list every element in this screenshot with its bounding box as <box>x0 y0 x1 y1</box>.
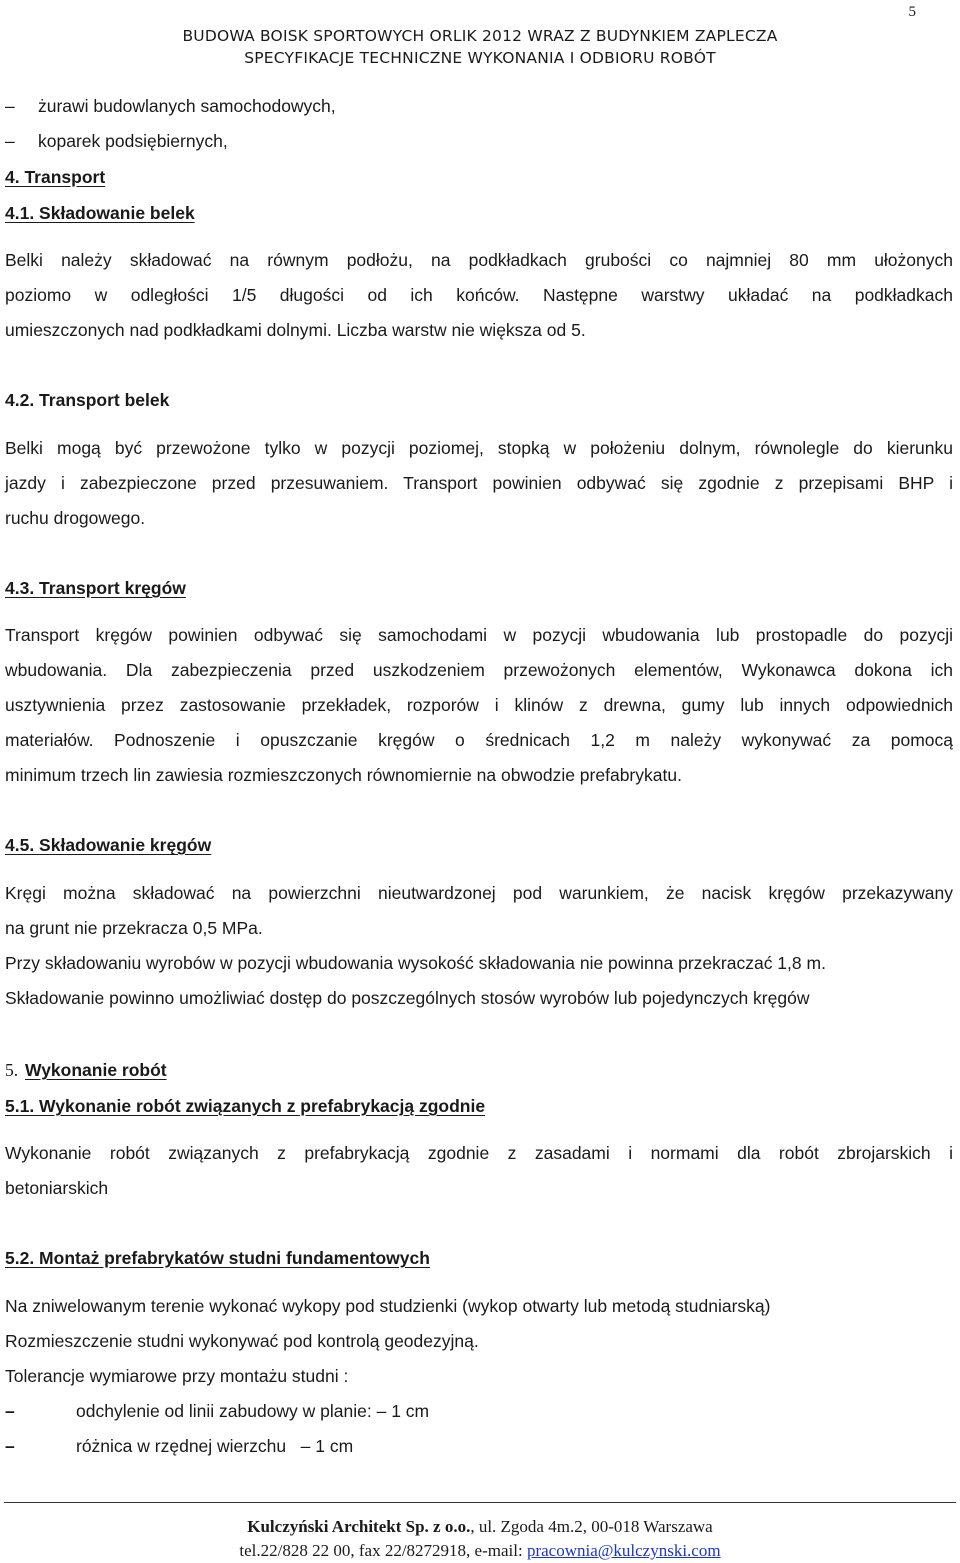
document-footer <box>0 1515 960 1563</box>
page-number: 5 <box>908 4 916 20</box>
paragraph-line: poziomo w odległości 1/5 długości od ich końców. Następne warstwy układać na podkładkach <box>5 285 953 305</box>
paragraph-line: Transport kręgów powinien odbywać się samochodami w pozycji wbudowania lub prostopadle do pozycji <box>5 625 953 645</box>
tolerance-item: – różnica w rzędnej wierzchu – 1 cm <box>5 1436 354 1456</box>
paragraph-line: Składowanie powinno umożliwiać dostęp do poszczególnych stosów wyrobów lub pojedynczych kręgów <box>5 988 810 1008</box>
paragraph-line: Kręgi można składować na powierzchni nieutwardzonej pod warunkiem, że nacisk kręgów przekazywany <box>5 883 953 903</box>
paragraph-line: umieszczonych nad podkładkami dolnymi. Liczba warstw nie większa od 5. <box>5 320 586 340</box>
paragraph-line: usztywnienia przez zastosowanie przekładek, rozporów i klinów z drewna, gumy lub innych odpowiednich <box>5 695 953 715</box>
paragraph-line: Na zniwelowanym terenie wykonać wykopy pod studzienki (wykop otwarty lub metodą studniarską) <box>5 1296 771 1316</box>
paragraph-line: Rozmieszczenie studni wykonywać pod kontrolą geodezyjną. <box>5 1331 479 1351</box>
section-heading-5-1: 5.1. Wykonanie robót związanych z prefabrykacją zgodnie <box>5 1096 486 1116</box>
paragraph-line: Belki mogą być przewożone tylko w pozycji poziomej, stopką w położeniu dolnym, równolegle do kierunku <box>5 438 953 458</box>
list-item: – żurawi budowlanych samochodowych, <box>5 96 336 116</box>
footer-firm-name: Kulczyński Architekt Sp. z o.o. <box>247 1517 471 1536</box>
dash-bullet: – <box>5 131 15 151</box>
paragraph-line: minimum trzech lin zawiesia rozmieszczonych równomiernie na obwodzie prefabrykatu. <box>5 765 682 785</box>
section-heading-4-3: 4.3. Transport kręgów <box>5 578 186 598</box>
paragraph-line: wbudowania. Dla zabezpieczenia przed uszkodzeniem przewożonych elementów, Wykonawca dokona ich <box>5 660 953 680</box>
header-spec-title: SPECYFIKACJE TECHNICZNE WYKONANIA I ODBIORU ROBÓT <box>244 49 716 67</box>
paragraph-line: jazdy i zabezpieczone przed przesuwaniem. Transport powinien odbywać się zgodnie z przepisami BHP i <box>5 473 953 493</box>
footer-address: , ul. Zgoda 4m.2, 00-018 Warszawa <box>470 1517 713 1536</box>
list-item: – koparek podsiębiernych, <box>5 131 228 151</box>
dash-bullet: – <box>5 1436 15 1456</box>
dash-bullet: – <box>5 96 15 116</box>
paragraph-line: materiałów. Podnoszenie i opuszczanie kręgów o średnicach 1,2 m należy wykonywać za pomocą <box>5 730 953 750</box>
paragraph-line: ruchu drogowego. <box>5 508 146 528</box>
footer-email-link[interactable]: pracownia@kulczynski.com <box>526 1541 721 1560</box>
paragraph-line: Wykonanie robót związanych z prefabrykacją zgodnie z zasadami i normami dla robót zbrojarskich i <box>5 1143 953 1163</box>
section-heading-4-2: 4.2. Transport belek <box>5 390 170 410</box>
paragraph-line: Tolerancje wymiarowe przy montażu studni : <box>5 1366 349 1386</box>
footer-contact: tel.22/828 22 00, fax 22/8272918, e-mail: <box>239 1541 527 1560</box>
section-heading-4: 4. Transport <box>5 167 106 187</box>
section-heading-5: 5. Wykonanie robót <box>5 1060 167 1080</box>
tolerance-item: – odchylenie od linii zabudowy w planie: – 1 cm <box>5 1401 430 1421</box>
header-project-title: BUDOWA BOISK SPORTOWYCH ORLIK 2012 WRAZ Z BUDYNKIEM ZAPLECZA <box>182 27 778 45</box>
paragraph-line: Belki należy składować na równym podłożu, na podkładkach grubości co najmniej 80 mm ułożonych <box>5 250 953 270</box>
section-heading-4-1: 4.1. Składowanie belek <box>5 203 195 223</box>
paragraph-line: Przy składowaniu wyrobów w pozycji wbudowania wysokość składowania nie powinna przekraczać 1,8 m. <box>5 953 826 973</box>
dash-bullet: – <box>5 1401 15 1421</box>
section-heading-5-2: 5.2. Montaż prefabrykatów studni fundamentowych <box>5 1248 430 1268</box>
footer-divider <box>4 1502 956 1503</box>
document-header <box>0 25 960 69</box>
paragraph-line: na grunt nie przekracza 0,5 MPa. <box>5 918 263 938</box>
paragraph-line: betoniarskich <box>5 1178 109 1198</box>
section-heading-4-5: 4.5. Składowanie kręgów <box>5 835 212 855</box>
